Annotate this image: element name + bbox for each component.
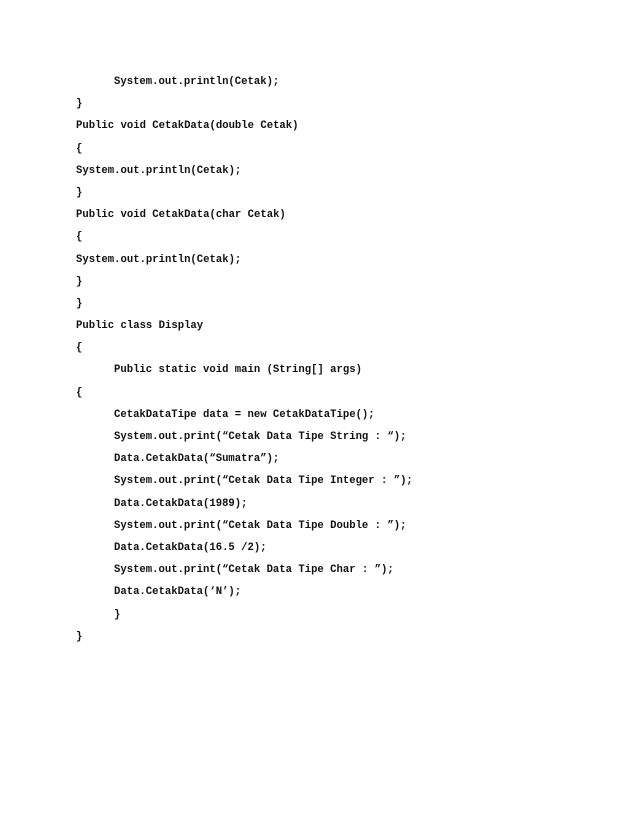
code-line: Public void CetakData(double Cetak) (76, 120, 299, 133)
code-line: System.out.println(Cetak); (76, 253, 242, 266)
code-line: System.out.print(“Cetak Data Tipe Integer : ”); (114, 475, 413, 488)
code-line: Data.CetakData(‘N’); (114, 586, 242, 599)
code-line: } (76, 98, 83, 111)
code-line: } (76, 275, 83, 288)
code-line: } (76, 186, 83, 199)
code-line: } (76, 297, 83, 310)
code-line: Public class Display (76, 320, 204, 333)
code-line: { (76, 142, 83, 155)
code-line: Data.CetakData(“Sumatra”); (114, 453, 280, 466)
code-line: System.out.print(“Cetak Data Tipe Char : ”); (114, 564, 394, 577)
code-line: Public void CetakData(char Cetak) (76, 209, 286, 222)
code-line: System.out.print(“Cetak Data Tipe Double : ”); (114, 519, 407, 532)
code-listing (76, 71, 616, 648)
code-line: System.out.println(Cetak); (114, 76, 280, 88)
code-line: } (114, 608, 121, 621)
code-line: { (76, 342, 83, 355)
code-line: System.out.print(“Cetak Data Tipe String : “); (114, 431, 407, 443)
code-line: CetakDataTipe data = new CetakDataTipe(); (114, 408, 375, 421)
code-line: } (76, 630, 83, 643)
code-line: { (76, 231, 83, 244)
code-line: { (76, 386, 83, 399)
code-line: Public static void main (String[] args) (114, 364, 362, 377)
code-line: System.out.println(Cetak); (76, 164, 242, 177)
code-line: Data.CetakData(16.5 /2); (114, 541, 267, 554)
code-line: Data.CetakData(1989); (114, 497, 248, 510)
